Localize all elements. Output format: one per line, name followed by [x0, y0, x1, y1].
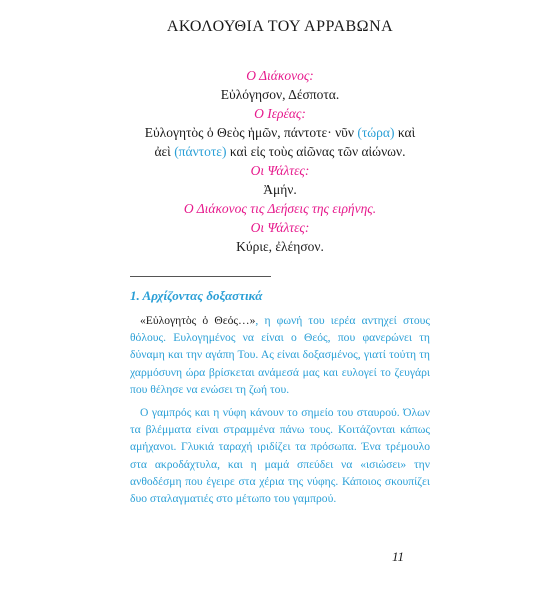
- liturgy-text: [0, 66, 560, 256]
- priest-line-2: [0, 142, 560, 161]
- priest-line-1-text: Εὐλογητὸς ὁ Θεὸς ἡμῶν, πάντοτε· νῦν: [144, 125, 358, 140]
- deacon-litany: Ο Διάκονος τις Δεήσεις της ειρήνης.: [183, 201, 377, 216]
- page-number: 11: [392, 549, 405, 564]
- aside-tora: (τώρα): [357, 125, 395, 140]
- commentary-paragraph-2: Ο γαμπρός και η νύφη κάνουν το σημείο του σταυρού. Όλων τα βλέμματα είναι στραμμένα πάνω τους. Κοιτάζονται κάπως αμήχανοι. Γλυκιά ταραχή ιριδίζει τα πρόσωπα. Ένα τρέμουλο στα ακροδάχτυλα, και η μαμά σπεύδει να «ισιώσει» την ανθοδέσμη που έγειρε στα χέρια της νύφης. Κάποιος σκουπίζει δυο σταλαγματιές στο μέτωπο του γαμπρού.: [130, 406, 430, 506]
- deacon-role: Ο Διάκονος:: [246, 68, 314, 83]
- priest-line-1: [0, 123, 560, 142]
- chanters-role-2: Οι Ψάλτες:: [250, 220, 310, 235]
- section-divider: [130, 276, 271, 277]
- chanters-text-1: Ἀμήν.: [263, 182, 297, 197]
- chanters-role-1: Οι Ψάλτες:: [250, 163, 310, 178]
- section-title: 1. Αρχίζοντας δοξαστικά: [130, 288, 263, 303]
- aside-pantote: (πάντοτε): [174, 144, 227, 159]
- running-head: ΑΚΟΛΟΥΘΙΑ ΤΟΥ ΑΡΡΑΒΩΝΑ: [166, 18, 394, 35]
- priest-line-1-end: καὶ: [394, 125, 416, 140]
- priest-line-2-end: καὶ εἰς τοὺς αἰῶνας τῶν αἰώνων.: [226, 144, 406, 159]
- chanters-text-2: Κύριε, ἐλέησον.: [236, 239, 324, 254]
- commentary-section: [130, 288, 430, 513]
- commentary-paragraph-1: [130, 312, 430, 398]
- paragraph-1-text: , η φωνή του ιερέα αντηχεί στους θόλους. Ευλογημένος να είναι ο Θεός, που φανερώνει τη δύναμη και την αγάπη Του. Ας είναι δοξασμένος, γιατί τούτη τη χαρμόσυνη ώρα βρίσκεται ανάμεσά μας και ευλογεί το ζευγάρι που θέλησε να ενώσει τη ζωή του.: [130, 314, 430, 396]
- deacon-text: Εὐλόγησον, Δέσποτα.: [220, 87, 340, 102]
- priest-line-2-text: ἀεὶ: [154, 144, 175, 159]
- priest-role: Ο Ιερέας:: [254, 106, 306, 121]
- opening-quote: «Εὐλογητὸς ὁ Θεός…»: [140, 314, 256, 327]
